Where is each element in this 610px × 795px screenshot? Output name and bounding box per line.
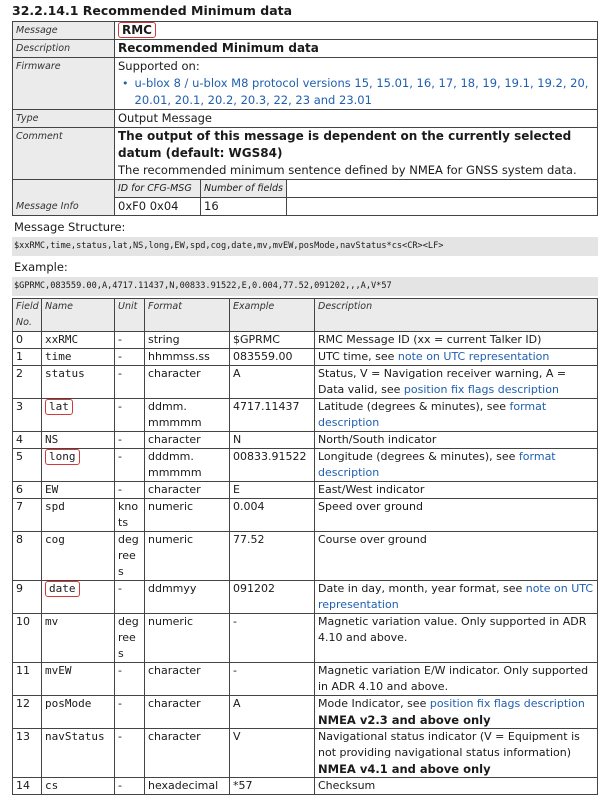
field-description-cell [315, 663, 598, 696]
table-row [13, 614, 598, 663]
field-unit-cell [115, 663, 145, 696]
field-example-cell [230, 366, 315, 399]
field-description-text: RMC Message ID (xx = current Talker ID) [318, 333, 542, 346]
field-no-cell [13, 499, 42, 532]
field-description-cell [315, 532, 598, 581]
type-value: Output Message [115, 110, 598, 128]
field-name-cell [42, 366, 115, 399]
field-example-cell-text: A [233, 367, 241, 380]
field-unit-cell-text: - [118, 664, 122, 677]
field-description-text: Navigational status indicator (V = Equipment is not providing navigational status information) [318, 730, 580, 759]
field-description-text: Checksum [318, 779, 376, 792]
field-unit-cell [115, 581, 145, 614]
field-format-cell-text: dddmm. mmmmm [148, 450, 202, 479]
field-example-cell-text: A [233, 697, 241, 710]
field-example-cell [230, 499, 315, 532]
field-example-cell [230, 399, 315, 432]
table-row [13, 449, 598, 482]
table-row [13, 499, 598, 532]
description-link[interactable]: format description [318, 450, 556, 479]
example-label: Example: [14, 260, 68, 274]
field-format-cell-text: ddmm. mmmmm [148, 400, 202, 429]
field-unit-cell-text: - [118, 433, 122, 446]
field-format-cell-text: string [148, 333, 180, 346]
example-code: $GPRMC,083559.00,A,4717.11437,N,00833.91522,E,0.004,77.52,091202,,,A,V*57 [12, 277, 598, 296]
field-no-cell-text: 12 [16, 697, 30, 710]
field-no-cell-text: 0 [16, 333, 23, 346]
field-name-cell-text: cs [45, 779, 59, 792]
field-description-text: UTC time, see [318, 350, 398, 363]
table-row [13, 366, 598, 399]
structure-label: Message Structure: [14, 220, 126, 234]
field-example-cell-text: 77.52 [233, 533, 265, 546]
field-format-cell-text: character [148, 483, 201, 496]
field-description-text: East/West indicator [318, 483, 425, 496]
firmware-label: Firmware [13, 58, 115, 110]
field-name-cell-text: status [45, 367, 85, 380]
field-unit-cell-text: - [118, 697, 122, 710]
field-format-cell [145, 366, 230, 399]
field-format-cell [145, 399, 230, 432]
comment-bold: The output of this message is dependent on the currently selected datum (default: WGS84) [118, 129, 572, 160]
field-name-cell [42, 349, 115, 366]
field-description-cell [315, 349, 598, 366]
field-unit-cell-text: - [118, 450, 122, 463]
field-description-text: Course over ground [318, 533, 427, 546]
field-format-cell [145, 499, 230, 532]
field-no-cell-text: 8 [16, 533, 23, 546]
field-description-cell [315, 432, 598, 449]
field-example-cell [230, 432, 315, 449]
field-description-cell [315, 332, 598, 349]
field-name-highlight: date [45, 581, 80, 597]
field-format-cell [145, 663, 230, 696]
field-format-cell [145, 349, 230, 366]
field-unit-cell [115, 349, 145, 366]
field-unit-cell [115, 332, 145, 349]
field-example-cell-text: N [233, 433, 242, 446]
bullet-icon: • [122, 77, 129, 90]
field-example-cell [230, 449, 315, 482]
field-no-cell [13, 449, 42, 482]
field-format-cell-text: numeric [148, 500, 194, 513]
field-name-cell [42, 432, 115, 449]
field-format-cell [145, 581, 230, 614]
field-name-cell [42, 499, 115, 532]
comment-text: The recommended minimum sentence defined by NMEA for GNSS system data. [118, 163, 577, 177]
field-name-cell [42, 778, 115, 795]
field-no-cell-text: 14 [16, 779, 30, 792]
field-unit-cell [115, 696, 145, 729]
field-no-cell-text: 6 [16, 483, 23, 496]
field-description-cell [315, 399, 598, 432]
field-unit-cell-text: - [118, 367, 122, 380]
table-row [13, 332, 598, 349]
field-no-cell [13, 614, 42, 663]
field-name-cell-text: NS [45, 433, 59, 446]
field-no-cell [13, 729, 42, 778]
field-unit-cell-text: - [118, 483, 122, 496]
firmware-value [115, 58, 598, 110]
table-row [13, 778, 598, 795]
field-name-cell-text: EW [45, 483, 59, 496]
comment-label: Comment [13, 128, 115, 180]
description-link[interactable]: note on UTC representation [397, 350, 550, 363]
description-link[interactable]: note on UTC representation [318, 582, 594, 611]
table-row [13, 482, 598, 499]
field-format-cell-text: hhmmss.ss [148, 350, 210, 363]
field-unit-cell-text: - [118, 730, 122, 743]
field-no-cell-text: 7 [16, 500, 23, 513]
firmware-supported: Supported on: [118, 59, 200, 73]
field-unit-cell [115, 432, 145, 449]
field-format-cell-text: numeric [148, 615, 194, 628]
field-no-cell-text: 10 [16, 615, 30, 628]
field-example-cell-text: 0.004 [233, 500, 265, 513]
field-format-cell-text: ddmmyy [148, 582, 197, 595]
table-row [13, 581, 598, 614]
field-example-cell-text: 00833.91522 [233, 450, 307, 463]
field-format-cell [145, 778, 230, 795]
field-name-cell-text: time [45, 350, 72, 363]
field-example-cell-text: 4717.11437 [233, 400, 300, 413]
field-unit-cell [115, 614, 145, 663]
field-unit-cell-text: - [118, 400, 122, 413]
field-no-cell-text: 5 [16, 450, 23, 463]
field-no-cell [13, 581, 42, 614]
field-no-cell-text: 11 [16, 664, 30, 677]
field-format-cell-text: character [148, 664, 201, 677]
field-unit-cell-text: degrees [118, 533, 139, 578]
field-example-cell [230, 532, 315, 581]
field-format-cell-text: numeric [148, 533, 194, 546]
fields-table [12, 298, 598, 795]
field-example-cell [230, 663, 315, 696]
message-name-highlight: RMC [118, 22, 156, 38]
field-no-cell-text: 2 [16, 367, 23, 380]
description-link[interactable]: format description [318, 400, 547, 429]
message-info-label: Message Info [13, 180, 115, 216]
field-format-cell [145, 332, 230, 349]
field-no-cell-text: 9 [16, 582, 23, 595]
field-unit-cell [115, 532, 145, 581]
num-fields-header: Number of fields [201, 180, 287, 198]
field-description-text: Status, V = Navigation receiver warning, A = Data valid, see [318, 367, 567, 396]
field-format-cell-text: character [148, 367, 201, 380]
firmware-link[interactable]: u-blox 8 / u-blox M8 protocol versions 15, 15.01, 16, 17, 18, 19, 19.1, 19.2, 20, 20.01, 20.1, 20.2, 20.3, 22, 23 and 23.01 [134, 76, 589, 107]
field-description-text: North/South indicator [318, 433, 437, 446]
table-row [13, 432, 598, 449]
field-no-cell [13, 332, 42, 349]
type-label: Type [13, 110, 115, 128]
field-name-cell-text: spd [45, 500, 65, 513]
field-no-cell [13, 778, 42, 795]
table-row [13, 399, 598, 432]
field-example-cell-text: E [233, 483, 240, 496]
description-link[interactable]: position fix flags description [429, 697, 585, 710]
field-format-cell-text: character [148, 730, 201, 743]
field-format-cell-text: hexadecimal [148, 779, 219, 792]
field-no-cell [13, 482, 42, 499]
field-no-cell [13, 399, 42, 432]
field-example-cell [230, 614, 315, 663]
field-no-cell [13, 432, 42, 449]
field-name-cell-text: navStatus [45, 730, 105, 743]
firmware-list-item [118, 75, 594, 109]
field-no-cell-text: 3 [16, 400, 23, 413]
fields-header-cell: Description [315, 299, 598, 332]
field-example-cell-text: 083559.00 [233, 350, 293, 363]
message-info-table [12, 21, 598, 216]
field-no-cell-text: 13 [16, 730, 30, 743]
field-unit-cell [115, 449, 145, 482]
field-description-cell [315, 729, 598, 778]
fields-header-cell: Example [230, 299, 315, 332]
field-no-cell [13, 349, 42, 366]
field-name-cell-text: xxRMC [45, 333, 79, 346]
id-value: 0xF0 0x04 [115, 198, 201, 216]
section-title: 32.2.14.1 Recommended Minimum data [12, 3, 293, 18]
field-name-highlight: long [45, 449, 80, 465]
field-description-cell [315, 449, 598, 482]
table-row [13, 663, 598, 696]
num-fields-value: 16 [201, 198, 287, 216]
fields-header-cell: Format [145, 299, 230, 332]
field-example-cell-text: *57 [233, 779, 253, 792]
description-label: Description [13, 40, 115, 58]
field-unit-cell-text: - [118, 333, 122, 346]
message-label: Message [13, 22, 115, 40]
field-format-cell [145, 614, 230, 663]
field-unit-cell-text: - [118, 779, 122, 792]
field-unit-cell-text: knots [118, 500, 139, 529]
field-name-cell [42, 449, 115, 482]
field-no-cell [13, 696, 42, 729]
field-name-cell [42, 332, 115, 349]
field-name-cell-text: cog [45, 533, 65, 546]
field-description-cell [315, 696, 598, 729]
description-link[interactable]: position fix flags description [403, 383, 559, 396]
field-no-cell-text: 4 [16, 433, 23, 446]
field-format-cell [145, 449, 230, 482]
field-name-highlight: lat [45, 399, 73, 415]
field-unit-cell-text: degrees [118, 615, 139, 660]
field-format-cell [145, 696, 230, 729]
field-description-cell [315, 482, 598, 499]
field-description-text: Magnetic variation E/W indicator. Only supported in ADR 4.10 and above. [318, 664, 589, 693]
nmea-version-note: NMEA v4.1 and above only [318, 762, 491, 776]
field-name-cell [42, 581, 115, 614]
fields-header-cell: Field No. [13, 299, 42, 332]
field-no-cell-text: 1 [16, 350, 23, 363]
field-example-cell [230, 778, 315, 795]
field-description-cell [315, 614, 598, 663]
table-row [13, 729, 598, 778]
field-unit-cell [115, 399, 145, 432]
field-description-text: Latitude (degrees & minutes), see [318, 400, 510, 413]
table-row [13, 349, 598, 366]
comment-value [115, 128, 598, 180]
field-format-cell [145, 729, 230, 778]
field-description-cell [315, 499, 598, 532]
field-description-text: Magnetic variation value. Only supported in ADR 4.10 and above. [318, 615, 587, 644]
field-description-cell [315, 366, 598, 399]
field-format-cell [145, 482, 230, 499]
field-unit-cell [115, 366, 145, 399]
field-no-cell [13, 366, 42, 399]
field-description-text: Longitude (degrees & minutes), see [318, 450, 519, 463]
field-example-cell [230, 332, 315, 349]
field-format-cell [145, 432, 230, 449]
field-format-cell [145, 532, 230, 581]
field-description-cell [315, 778, 598, 795]
fields-header-row [13, 299, 598, 332]
table-row [13, 532, 598, 581]
field-example-cell-text: V [233, 730, 241, 743]
field-name-cell-text: mv [45, 615, 59, 628]
field-example-cell [230, 581, 315, 614]
description-value: Recommended Minimum data [115, 40, 598, 58]
field-description-cell [315, 581, 598, 614]
fields-header-cell: Name [42, 299, 115, 332]
field-name-cell [42, 399, 115, 432]
field-description-text: Mode Indicator, see [318, 697, 430, 710]
field-unit-cell [115, 778, 145, 795]
field-no-cell [13, 663, 42, 696]
field-name-cell [42, 696, 115, 729]
field-name-cell-text: posMode [45, 697, 92, 710]
id-header: ID for CFG-MSG [115, 180, 201, 198]
field-example-cell-text: - [233, 664, 237, 677]
field-no-cell [13, 532, 42, 581]
field-format-cell-text: character [148, 697, 201, 710]
field-example-cell-text: 091202 [233, 582, 275, 595]
field-unit-cell [115, 729, 145, 778]
field-name-cell [42, 532, 115, 581]
field-name-cell-text: mvEW [45, 664, 72, 677]
fields-header-cell: Unit [115, 299, 145, 332]
field-unit-cell-text: - [118, 582, 122, 595]
field-name-cell [42, 482, 115, 499]
field-example-cell [230, 482, 315, 499]
table-row [13, 696, 598, 729]
field-unit-cell [115, 499, 145, 532]
field-unit-cell-text: - [118, 350, 122, 363]
nmea-version-note: NMEA v2.3 and above only [318, 713, 491, 727]
field-description-text: Speed over ground [318, 500, 423, 513]
field-name-cell [42, 614, 115, 663]
structure-code: $xxRMC,time,status,lat,NS,long,EW,spd,cog,date,mv,mvEW,posMode,navStatus*cs<CR><LF> [12, 237, 598, 256]
field-example-cell [230, 729, 315, 778]
field-name-cell [42, 663, 115, 696]
field-example-cell-text: - [233, 615, 237, 628]
field-example-cell [230, 349, 315, 366]
field-format-cell-text: character [148, 433, 201, 446]
field-unit-cell [115, 482, 145, 499]
field-description-text: Date in day, month, year format, see [318, 582, 526, 595]
field-example-cell-text: $GPRMC [233, 333, 280, 346]
field-example-cell [230, 696, 315, 729]
field-name-cell [42, 729, 115, 778]
